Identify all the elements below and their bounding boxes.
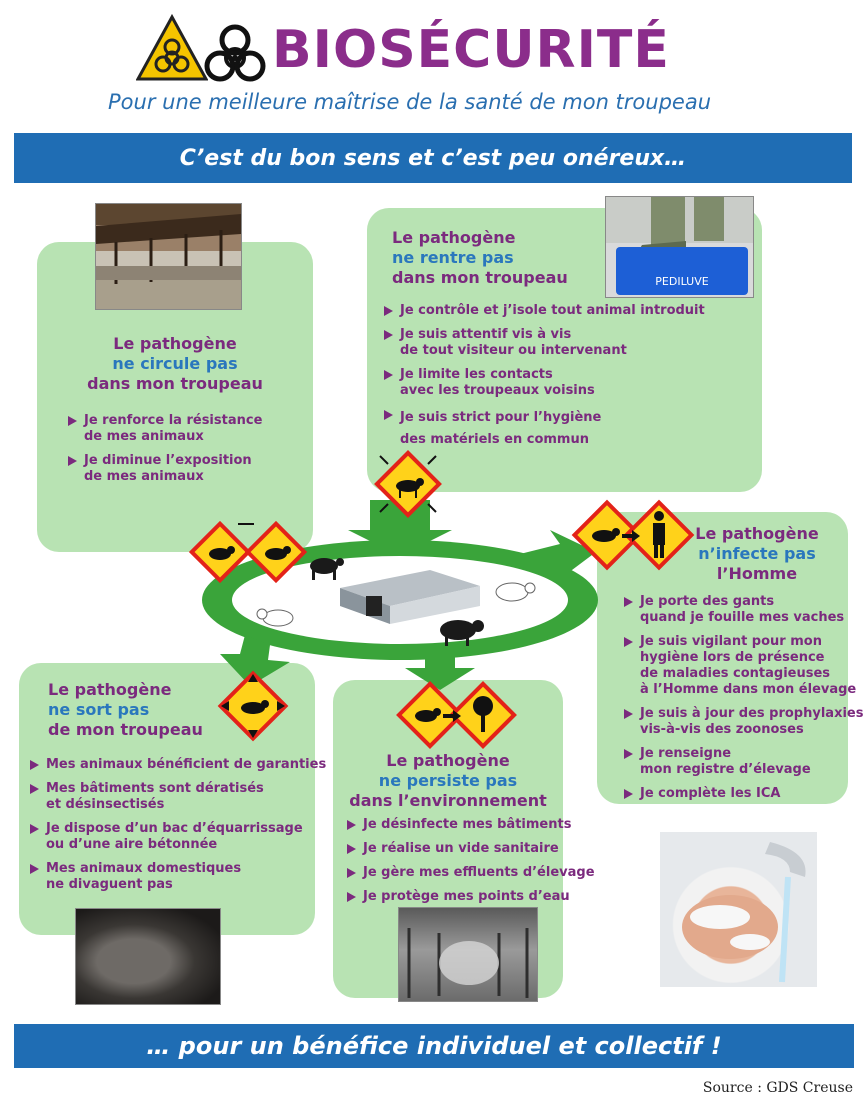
list-item: Je renforce la résistance de mes animaux	[66, 413, 262, 445]
cow-tree-sign-icon	[395, 680, 519, 752]
sort-heading: Le pathogène ne sort pas de mon troupeau	[48, 680, 203, 739]
page-subtitle: Pour une meilleure maîtrise de la santé de mon troupeau	[108, 90, 712, 114]
persiste-list	[345, 817, 595, 913]
disinfection-photo	[398, 907, 538, 1002]
list-item: Je suis attentif vis à vis de tout visiteur ou intervenant	[382, 327, 705, 359]
list-item: Je complète les ICA	[622, 786, 863, 802]
list-item: Je réalise un vide sanitaire	[345, 841, 595, 857]
biohazard-icon	[204, 22, 266, 84]
bottom-banner: … pour un bénéfice individuel et collectif !	[14, 1024, 854, 1068]
infecte-list	[622, 594, 863, 810]
list-item: Je dispose d’un bac d’équarrissage ou d’une aire bétonnée	[28, 821, 326, 853]
list-item: Je porte des gants quand je fouille mes vaches	[622, 594, 863, 626]
rentre-list	[382, 303, 705, 459]
sort-list	[28, 757, 326, 901]
barn-photo	[95, 203, 242, 310]
list-item: Je protège mes points d’eau	[345, 889, 595, 905]
cow-sign-icon	[188, 520, 308, 584]
persiste-heading: Le pathogène ne persiste pas dans l’environnement	[349, 751, 547, 810]
list-item: Je renseigne mon registre d’élevage	[622, 746, 863, 778]
cow-sign-icon	[215, 668, 291, 744]
cow-person-sign-icon	[570, 498, 696, 572]
handwash-photo	[660, 832, 817, 987]
list-item: Je diminue l’exposition de mes animaux	[66, 453, 262, 485]
top-banner: C’est du bon sens et c’est peu onéreux…	[14, 133, 852, 183]
infecte-heading: Le pathogène n’infecte pas l’Homme	[695, 524, 819, 583]
circule-heading: Le pathogène ne circule pas dans mon troupeau	[87, 334, 263, 393]
pediluve-label: PEDILUVE	[655, 275, 709, 288]
list-item: Je suis strict pour l’hygiène des matériels en commun	[382, 407, 705, 451]
page-title: BIOSÉCURITÉ	[272, 20, 670, 80]
list-item: Je limite les contacts avec les troupeaux voisins	[382, 367, 705, 399]
circule-list	[66, 413, 262, 493]
list-item: Mes animaux bénéficient de garanties	[28, 757, 326, 773]
list-item: Je gère mes effluents d’élevage	[345, 865, 595, 881]
list-item: Je contrôle et j’isole tout animal introduit	[382, 303, 705, 319]
rentre-heading: Le pathogène ne rentre pas dans mon troupeau	[392, 228, 568, 287]
list-item: Je suis vigilant pour mon hygiène lors de présence de maladies contagieuses à l’Homme dans mon élevage	[622, 634, 863, 698]
list-item: Je suis à jour des prophylaxies vis-à-vis des zoonoses	[622, 706, 863, 738]
source-credit: Source : GDS Creuse	[702, 1080, 853, 1096]
list-item: Mes animaux domestiques ne divaguent pas	[28, 861, 326, 893]
footbath-photo	[605, 196, 754, 298]
list-item: Mes bâtiments sont dératisés et désinsectisés	[28, 781, 326, 813]
biohazard-warning-icon	[136, 14, 208, 82]
cow-sign-icon	[372, 448, 444, 520]
list-item: Je désinfecte mes bâtiments	[345, 817, 595, 833]
rat-photo	[75, 908, 221, 1005]
